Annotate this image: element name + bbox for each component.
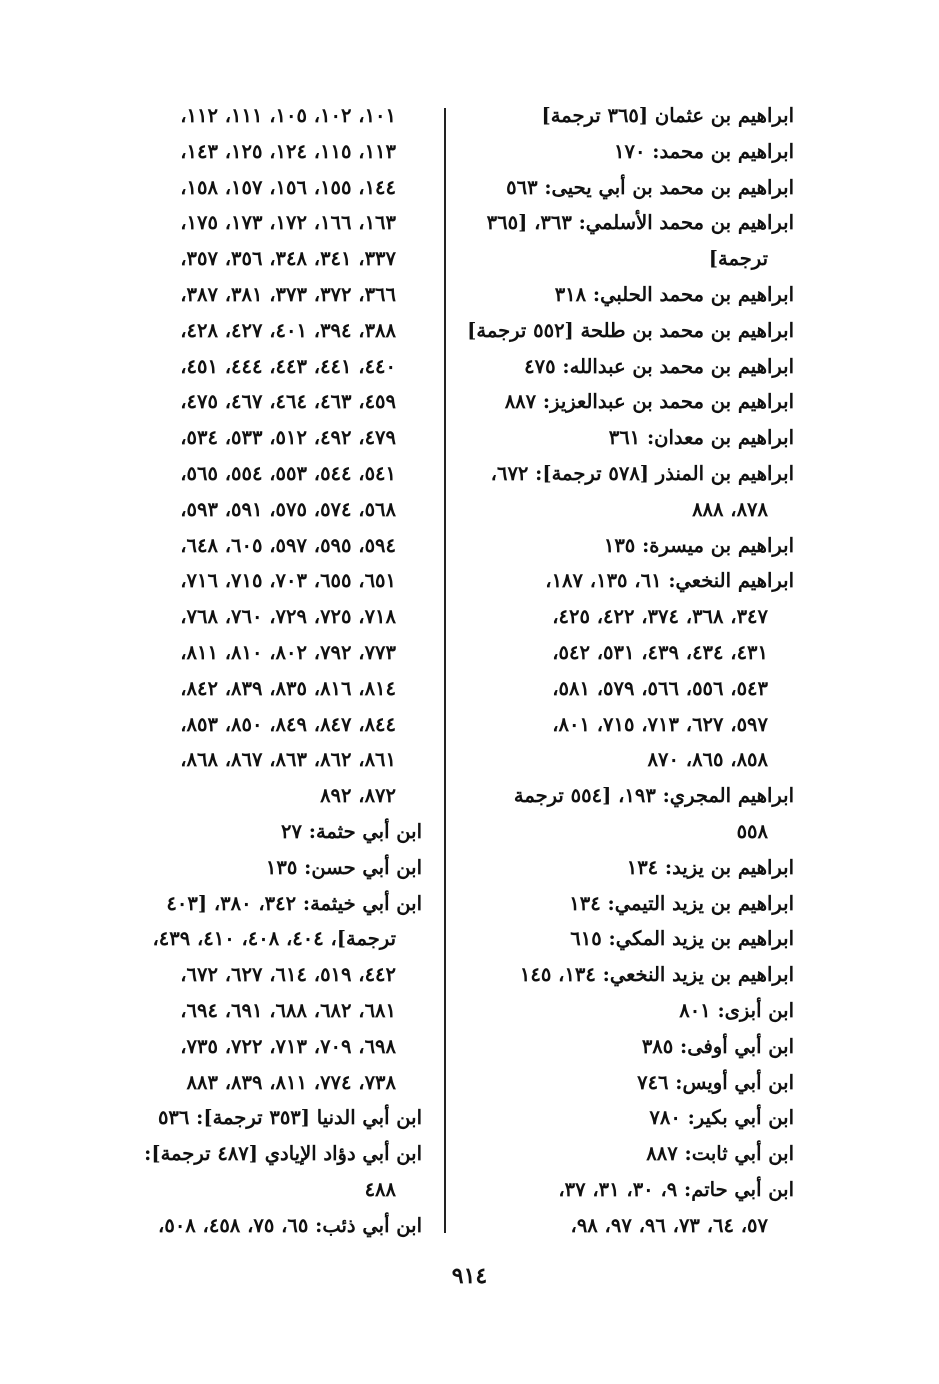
index-entry-continuation: ٨١٤، ٨١٦، ٨٣٥، ٨٣٩، ٨٤٢، (180, 676, 396, 700)
index-entry: ابراهيم بن معدان: ٣٦١ (608, 426, 794, 450)
index-entry-continuation: ٥٩٧، ٦٢٧، ٧١٣، ٧١٥، ٨٠١، (552, 712, 768, 736)
index-entry-continuation: ٣٨٨، ٣٩٤، ٤٠١، ٤٢٧، ٤٢٨، (180, 318, 396, 342)
index-entry: ابن أبي حثمة: ٢٧ (281, 819, 422, 843)
index-column-left (118, 98, 422, 1244)
index-entry-continuation: ٧١٨، ٧٢٥، ٧٢٩، ٧٦٠، ٧٦٨، (180, 605, 396, 629)
index-entry: ابن أبزى: ٨٠١ (679, 998, 794, 1022)
index-entry-continuation: ٨٧٢، ٨٩٢ (320, 784, 396, 808)
index-entry-continuation: ترجمة] (708, 247, 768, 271)
index-entry: ابراهيم بن يزيد: ١٣٤ (626, 855, 794, 879)
index-entry-continuation: ٤٣١، ٤٣٤، ٤٣٩، ٥٣١، ٥٤٢، (552, 640, 768, 664)
index-entry-continuation: ٨٧٨، ٨٨٨ (692, 497, 768, 521)
index-entry: ابراهيم بن محمد بن عبدالله: ٤٧٥ (524, 354, 794, 378)
index-column-right (464, 98, 794, 1244)
index-entry-continuation: ٦٥١، ٦٥٥، ٧٠٣، ٧١٥، ٧١٦، (180, 569, 396, 593)
index-entry: ابن أبي بكير: ٧٨٠ (649, 1106, 794, 1130)
index-entry-continuation: ٧٧٣، ٧٩٢، ٨٠٢، ٨١٠، ٨١١، (180, 640, 396, 664)
index-entry-continuation: ١٠١، ١٠٢، ١٠٥، ١١١، ١١٢، (180, 104, 396, 127)
index-entry-continuation: ٣٣٧، ٣٤١، ٣٤٨، ٣٥٦، ٣٥٧، (180, 247, 396, 271)
index-entry-continuation: ترجمة]، ٤٠٤، ٤٠٨، ٤١٠، ٤٣٩، (152, 927, 396, 951)
index-entry: ابراهيم بن يزيد النخعي: ١٣٤، ١٤٥ (519, 963, 794, 987)
index-entry: ابراهيم بن محمد: ١٧٠ (614, 139, 794, 163)
index-entry-continuation: ٤٤٢، ٥١٩، ٦١٤، ٦٢٧، ٦٧٢، (180, 963, 396, 987)
index-entry: ابن أبي حسن: ١٣٥ (265, 855, 422, 879)
index-entry-continuation: ٥٤٣، ٥٥٦، ٥٦٦، ٥٧٩، ٥٨١، (552, 676, 768, 700)
index-entry: ابراهيم بن المنذر [٥٧٨ ترجمة]: ٦٧٢، (490, 461, 794, 485)
index-entry: ابراهيم بن محمد الحلبي: ٣١٨ (554, 282, 794, 306)
index-entry-continuation: ٣٦٦، ٣٧٢، ٣٧٣، ٣٨١، ٣٨٧، (180, 282, 396, 306)
page-number: ٩١٤ (451, 1263, 488, 1289)
index-entry: ابراهيم بن محمد الأسلمي: ٣٦٣، [٣٦٥ (486, 211, 794, 235)
index-entry-continuation: ١٦٣، ١٦٦، ١٧٢، ١٧٣، ١٧٥، (180, 211, 396, 235)
index-entry: ابن أبي دؤاد الإيادي [٤٨٧ ترجمة]: (144, 1142, 422, 1166)
index-entry-continuation: ٤٤٠، ٤٤١، ٤٤٣، ٤٤٤، ٤٥١، (180, 354, 396, 378)
index-entry-continuation: ٥٤١، ٥٤٤، ٥٥٣، ٥٥٤، ٥٦٥، (180, 461, 396, 485)
column-divider (444, 108, 446, 1233)
index-entry: ابراهيم بن يزيد التيمي: ١٣٤ (569, 891, 794, 915)
index-entry-continuation: ٣٤٧، ٣٦٨، ٣٧٤، ٤٢٢، ٤٢٥، (552, 605, 768, 629)
index-entry-continuation: ٨٦١، ٨٦٢، ٨٦٣، ٨٦٧، ٨٦٨، (180, 748, 396, 772)
index-entry-continuation: ٥٩٤، ٥٩٥، ٥٩٧، ٦٠٥، ٦٤٨، (180, 533, 396, 557)
index-entry-continuation: ٧٣٨، ٧٧٤، ٨١١، ٨٣٩، ٨٨٣ (186, 1070, 396, 1094)
index-entry-continuation: ٤٧٩، ٤٩٢، ٥١٢، ٥٣٣، ٥٣٤، (180, 426, 396, 450)
index-entry: ابن أبي حاتم: ٩، ٣٠، ٣١، ٣٧، (558, 1177, 794, 1201)
index-entry: ابراهيم المجري: ١٩٣، [٥٥٤ ترجمة (513, 784, 794, 808)
index-entry-continuation: ٥٥٨ (736, 819, 768, 843)
index-entry: ابن أبي أوفى: ٣٨٥ (641, 1034, 794, 1058)
index-entry: ابراهيم بن ميسرة: ١٣٥ (603, 533, 794, 557)
index-entry: ابن أبي ثابت: ٨٨٧ (646, 1142, 794, 1166)
index-entry: ابن أبي الدنيا [٣٥٣ ترجمة]: ٥٣٦ (157, 1106, 422, 1130)
index-entry: ابن أبي خيثمة: ٣٤٢، ٣٨٠، [٤٠٣ (166, 891, 422, 915)
index-entry: ابن أبي ذئب: ٦٥، ٧٥، ٤٥٨، ٥٠٨، (158, 1213, 422, 1237)
index-entry: ابراهيم بن يزيد المكي: ٦١٥ (570, 927, 794, 951)
index-entry-continuation: ٦٨١، ٦٨٢، ٦٨٨، ٦٩١، ٦٩٤، (180, 998, 396, 1022)
index-entry: ابراهيم بن محمد بن أبي يحيى: ٥٦٣ (506, 175, 794, 199)
index-entry: ابراهيم النخعي: ٦١، ١٣٥، ١٨٧، (545, 569, 794, 593)
index-entry-continuation: ٥٦٨، ٥٧٤، ٥٧٥، ٥٩١، ٥٩٣، (180, 497, 396, 521)
index-entry: ابراهيم بن محمد بن عبدالعزيز: ٨٨٧ (504, 390, 794, 414)
index-entry-continuation: ٨٤٤، ٨٤٧، ٨٤٩، ٨٥٠، ٨٥٣، (180, 712, 396, 736)
index-entry-continuation: ٥٧، ٦٤، ٧٣، ٩٦، ٩٧، ٩٨، (570, 1213, 768, 1237)
index-entry-continuation: ٦٩٨، ٧٠٩، ٧١٣، ٧٢٢، ٧٣٥، (180, 1034, 396, 1058)
index-entry: ابن أبي أويس: ٧٤٦ (637, 1070, 794, 1094)
index-entry: ابراهيم بن محمد بن طلحة [٥٥٢ ترجمة] (467, 318, 794, 342)
index-entry-continuation: ١١٣، ١١٥، ١٢٤، ١٢٥، ١٤٣، (180, 139, 396, 163)
index-entry-continuation: ١٤٤، ١٥٥، ١٥٦، ١٥٧، ١٥٨، (180, 175, 396, 199)
index-entry-continuation: ٨٥٨، ٨٦٥، ٨٧٠ (647, 748, 768, 772)
index-entry-continuation: ٤٨٨ (364, 1177, 396, 1201)
index-entry-continuation: ٤٥٩، ٤٦٣، ٤٦٤، ٤٦٧، ٤٧٥، (180, 390, 396, 414)
index-entry: ابراهيم بن عثمان [٣٦٥ ترجمة] (541, 104, 794, 127)
